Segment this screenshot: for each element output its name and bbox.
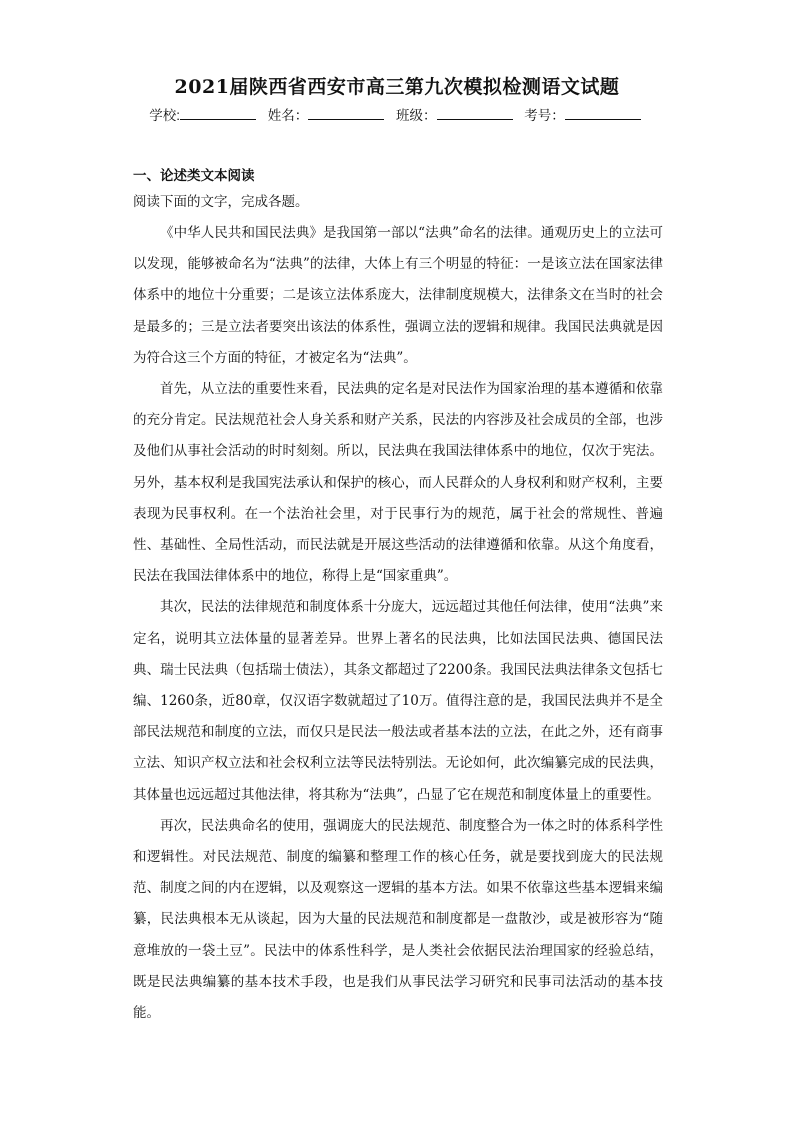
passage-paragraph: 首先，从立法的重要性来看，民法典的定名是对民法作为国家治理的基本遵循和依靠的充分肯定。民法规范社会人身关系和财产关系，民法的内容涉及社会成员的全部，也涉及他们从事社会活动的时时刻刻。所以，民法典在我国法律体系中的地位，仅次于宪法。另外，基本权利是我国宪法承认和保护的核心，而人民群众的人身权利和财产权利，主要表现为民事权利。在一个法治社会里，对于民事行为的规范，属于社会的常规性、普遍性、基础性、全局性活动，而民法就是开展这些活动的法律遵循和依靠。从这个角度看，民法在我国法律体系中的地位，称得上是“国家重典”。 xyxy=(133,381,663,585)
passage-paragraph: 其次，民法的法律规范和制度体系十分庞大，远远超过其他任何法律，使用“法典”来定名，说明其立法体量的显著差异。世界上著名的民法典，比如法国民法典、德国民法典、瑞士民法典（包括瑞士债法），其条文都超过了2200条。我国民法典法律条文包括七编、1260条，近80章，仅汉语字数就超过了10万。值得注意的是，我国民法典并不是全部民法规范和制度的立法，而仅只是民法一般法或者基本法的立法，在此之外，还有商事立法、知识产权立法和社会权利立法等民法特别法。无论如何，此次编纂完成的民法典，其体量也远远超过其他法律，将其称为“法典”，凸显了它在规范和制度体量上的重要性。 xyxy=(133,599,663,803)
instruction-text: 阅读下面的文字，完成各题。 xyxy=(133,194,309,210)
class-field xyxy=(396,104,517,124)
passage-paragraph: 再次，民法典命名的使用，强调庞大的民法规范、制度整合为一体之时的体系科学性和逻辑性。对民法规范、制度的编纂和整理工作的核心任务，就是要找到庞大的民法规范、制度之间的内在逻辑，以及观察这一逻辑的基本方法。如果不依靠这些基本逻辑来编纂，民法典根本无从谈起，因为大量的民法规范和制度都是一盘散沙，或是被形容为“随意堆放的一袋土豆”。民法中的体系性科学，是人类社会依据民法治理国家的经验总结，既是民法典编纂的基本技术手段，也是我们从事民法学习研究和民事司法活动的基本技能。 xyxy=(133,817,663,1022)
exam-number-label: 考号： xyxy=(524,108,565,123)
school-field xyxy=(149,104,260,124)
section-heading: 一、论述类文本阅读 xyxy=(133,168,255,184)
reading-passage xyxy=(133,218,663,1029)
class-blank xyxy=(437,107,513,120)
class-label: 班级： xyxy=(396,108,437,123)
passage-paragraph: 《中华人民共和国民法典》是我国第一部以“法典”命名的法律。通观历史上的立法可以发现，能够被命名为“法典”的法律，大体上有三个明显的特征：一是该立法在国家法律体系中的地位十分重要；二是该立法体系庞大，法律制度规模大，法律条文在当时的社会是最多的；三是立法者要突出该法的体系性，强调立法的逻辑和规律。我国民法典就是因为符合这三个方面的特征，才被定名为“法典”。 xyxy=(133,225,663,366)
student-info-row xyxy=(0,104,794,124)
name-blank xyxy=(308,107,384,120)
school-blank xyxy=(180,107,256,120)
page-title: 2021届陕西省西安市高三第九次模拟检测语文试题 xyxy=(174,76,620,98)
school-label: 学校: xyxy=(149,108,180,123)
exam-number-field xyxy=(524,104,645,124)
exam-number-blank xyxy=(565,107,641,120)
name-label: 姓名： xyxy=(267,108,309,123)
name-field xyxy=(268,104,389,124)
